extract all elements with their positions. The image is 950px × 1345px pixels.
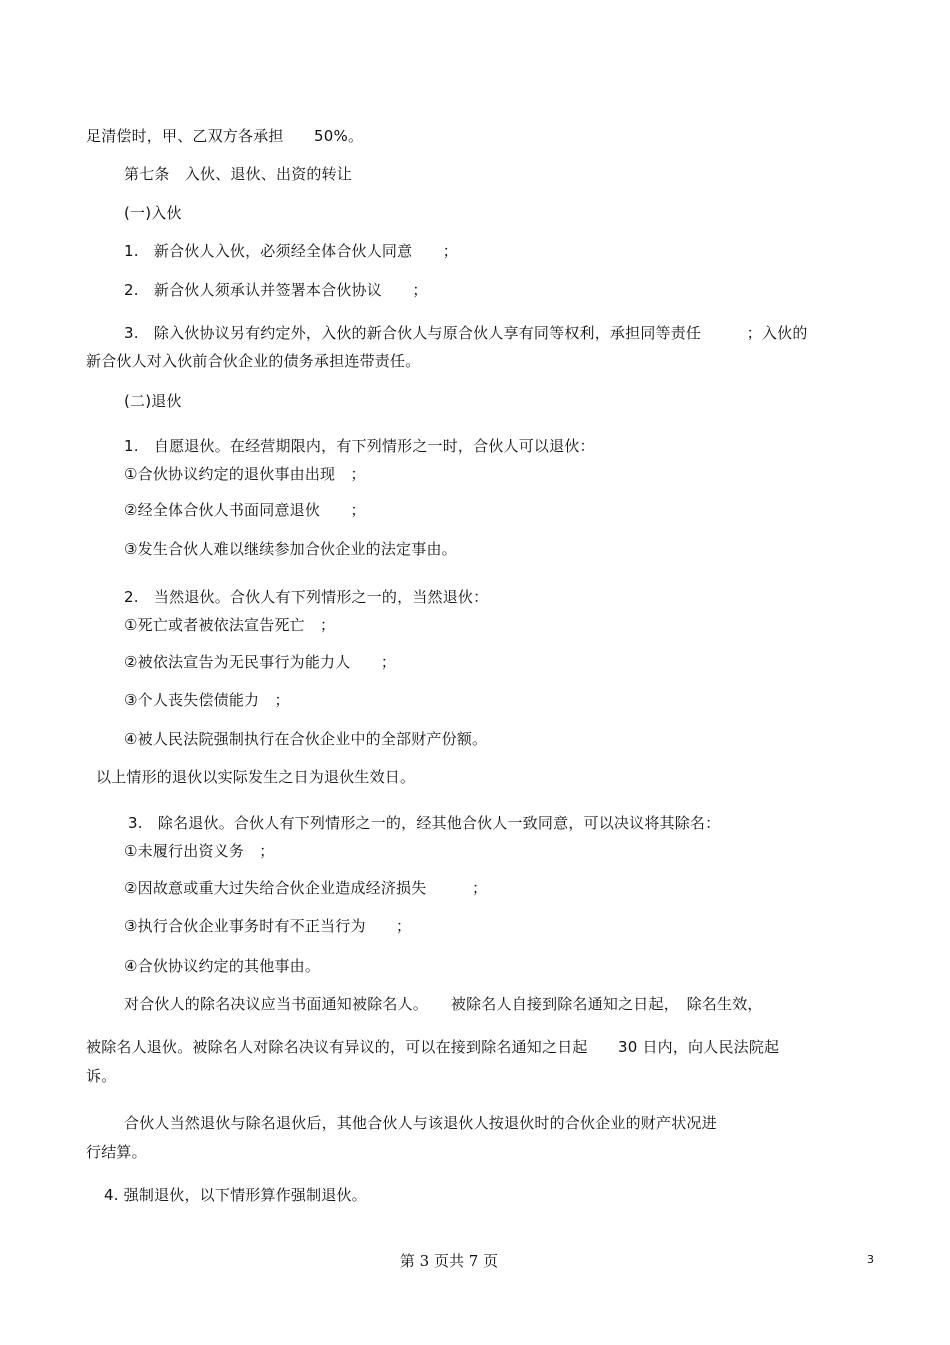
list-item: 2. 当然退伙。合伙人有下列情形之一的，当然退伙： [124, 588, 489, 606]
list-item: 2. 新合伙人须承认并签署本合伙协议 ； [124, 281, 428, 299]
sub-item: ①合伙协议约定的退伙事由出现 ； [124, 465, 366, 483]
sub-item: ③发生合伙人难以继续参加合伙企业的法定事由。 [124, 540, 457, 558]
sub-item: ③个人丧失偿债能力 ； [124, 691, 290, 709]
sub-item: ③执行合伙企业事务时有不正当行为 ； [124, 917, 412, 935]
text-line: 新合伙人对入伙前合伙企业的债务承担连带责任。 [86, 352, 421, 370]
page-number: 3 [867, 1253, 874, 1266]
list-item: 3. 除入伙协议另有约定外，入伙的新合伙人与原合伙人享有同等权利，承担同等责任 ；入伙的 [124, 324, 808, 342]
article-heading: 第七条 入伙、退伙、出资的转让 [124, 165, 353, 183]
list-item: 1. 自愿退伙。在经营期限内，有下列情形之一时，合伙人可以退伙： [124, 437, 595, 455]
sub-item: ①未履行出资义务 ； [124, 842, 275, 860]
text-line: 足清偿时，甲、乙双方各承担 50%。 [86, 127, 364, 145]
sub-item: ④被人民法院强制执行在合伙企业中的全部财产份额。 [124, 730, 488, 748]
sub-item: ②因故意或重大过失给合伙企业造成经济损失 ； [124, 879, 488, 897]
section-heading: (二)退伙 [124, 392, 182, 410]
sub-item: ②经全体合伙人书面同意退伙 ； [124, 501, 366, 519]
text-line: 被除名人退伙。被除名人对除名决议有异议的，可以在接到除名通知之日起 30 日内，向人民法院起 [86, 1038, 780, 1056]
text-line: 合伙人当然退伙与除名退伙后，其他合伙人与该退伙人按退伙时的合伙企业的财产状况进 [124, 1114, 717, 1132]
sub-item: ②被依法宣告为无民事行为能力人 ； [124, 653, 397, 671]
list-item: 1. 新合伙人入伙，必须经全体合伙人同意 ； [124, 242, 458, 260]
section-heading: (一)入伙 [124, 204, 182, 222]
list-item: 4. 强制退伙，以下情形算作强制退伙。 [104, 1186, 367, 1204]
sub-item: ④合伙协议约定的其他事由。 [124, 957, 321, 975]
text-line: 诉。 [86, 1067, 117, 1085]
text-line: 行结算。 [86, 1143, 147, 1161]
text-line: 以上情形的退伙以实际发生之日为退伙生效日。 [96, 768, 416, 786]
text-line: 对合伙人的除名决议应当书面通知被除名人。 被除名人自接到除名通知之日起， 除名生效， [124, 995, 763, 1013]
sub-item: ①死亡或者被依法宣告死亡 ； [124, 616, 336, 634]
page-footer: 第 3 页共 7 页 [399, 1252, 499, 1270]
list-item: 3. 除名退伙。合伙人有下列情形之一的，经其他合伙人一致同意，可以决议将其除名： [128, 814, 721, 832]
